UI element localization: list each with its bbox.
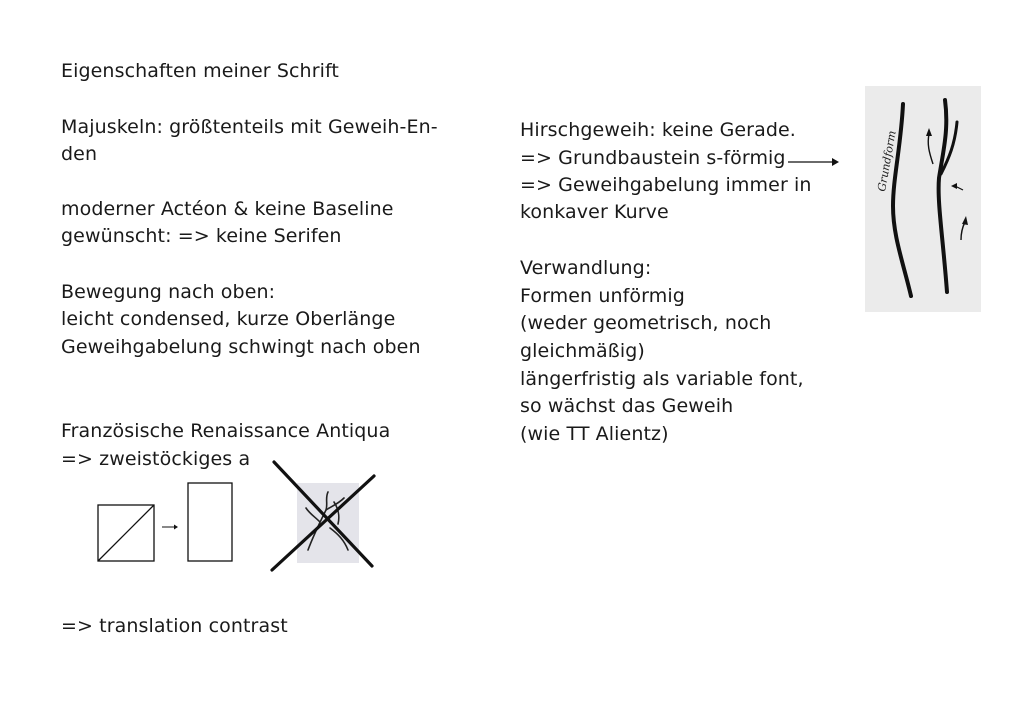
verwandlung-line-6: so wächst das Geweih bbox=[520, 395, 734, 417]
s-curve-strokes-sketch bbox=[865, 86, 981, 312]
majuskeln-line-1: Majuskeln: größtenteils mit Geweih-En- bbox=[61, 116, 438, 138]
renaissance-line-2: => zweistöckiges a bbox=[61, 448, 251, 470]
cross-out-mark bbox=[268, 458, 380, 574]
verwandlung-line-5: längerfristig als variable font, bbox=[520, 368, 804, 390]
bewegung-line-1: Bewegung nach oben: bbox=[61, 281, 276, 303]
hirsch-line-4: konkaver Kurve bbox=[520, 201, 669, 223]
hirsch-line-2: => Grundbaustein s-förmig bbox=[520, 147, 786, 169]
modern-line-2: gewünscht: => keine Serifen bbox=[61, 225, 342, 247]
square-to-condensed-diagram bbox=[92, 478, 242, 568]
condensed-rectangle bbox=[188, 483, 232, 561]
arrow-right-icon bbox=[786, 154, 842, 170]
grundform-label: Grundform bbox=[875, 129, 899, 193]
renaissance-line-1: Französische Renaissance Antiqua bbox=[61, 420, 391, 442]
modern-line-1: moderner Actéon & keine Baseline bbox=[61, 198, 394, 220]
majuskeln-line-2: den bbox=[61, 143, 98, 165]
hirsch-line-1: Hirschgeweih: keine Gerade. bbox=[520, 119, 796, 141]
bewegung-line-3: Geweihgabelung schwingt nach oben bbox=[61, 336, 421, 358]
verwandlung-line-2: Formen unförmig bbox=[520, 285, 685, 307]
verwandlung-line-1: Verwandlung: bbox=[520, 257, 652, 279]
verwandlung-line-3: (weder geometrisch, noch bbox=[520, 312, 772, 334]
hirsch-line-3: => Geweihgabelung immer in bbox=[520, 174, 812, 196]
translation-line: => translation contrast bbox=[61, 615, 288, 637]
bewegung-line-2: leicht condensed, kurze Oberlänge bbox=[61, 308, 396, 330]
verwandlung-line-7: (wie TT Alientz) bbox=[520, 423, 669, 445]
verwandlung-line-4: gleichmäßig) bbox=[520, 340, 645, 362]
page-title: Eigenschaften meiner Schrift bbox=[61, 60, 339, 82]
square-diagonal bbox=[98, 505, 154, 561]
